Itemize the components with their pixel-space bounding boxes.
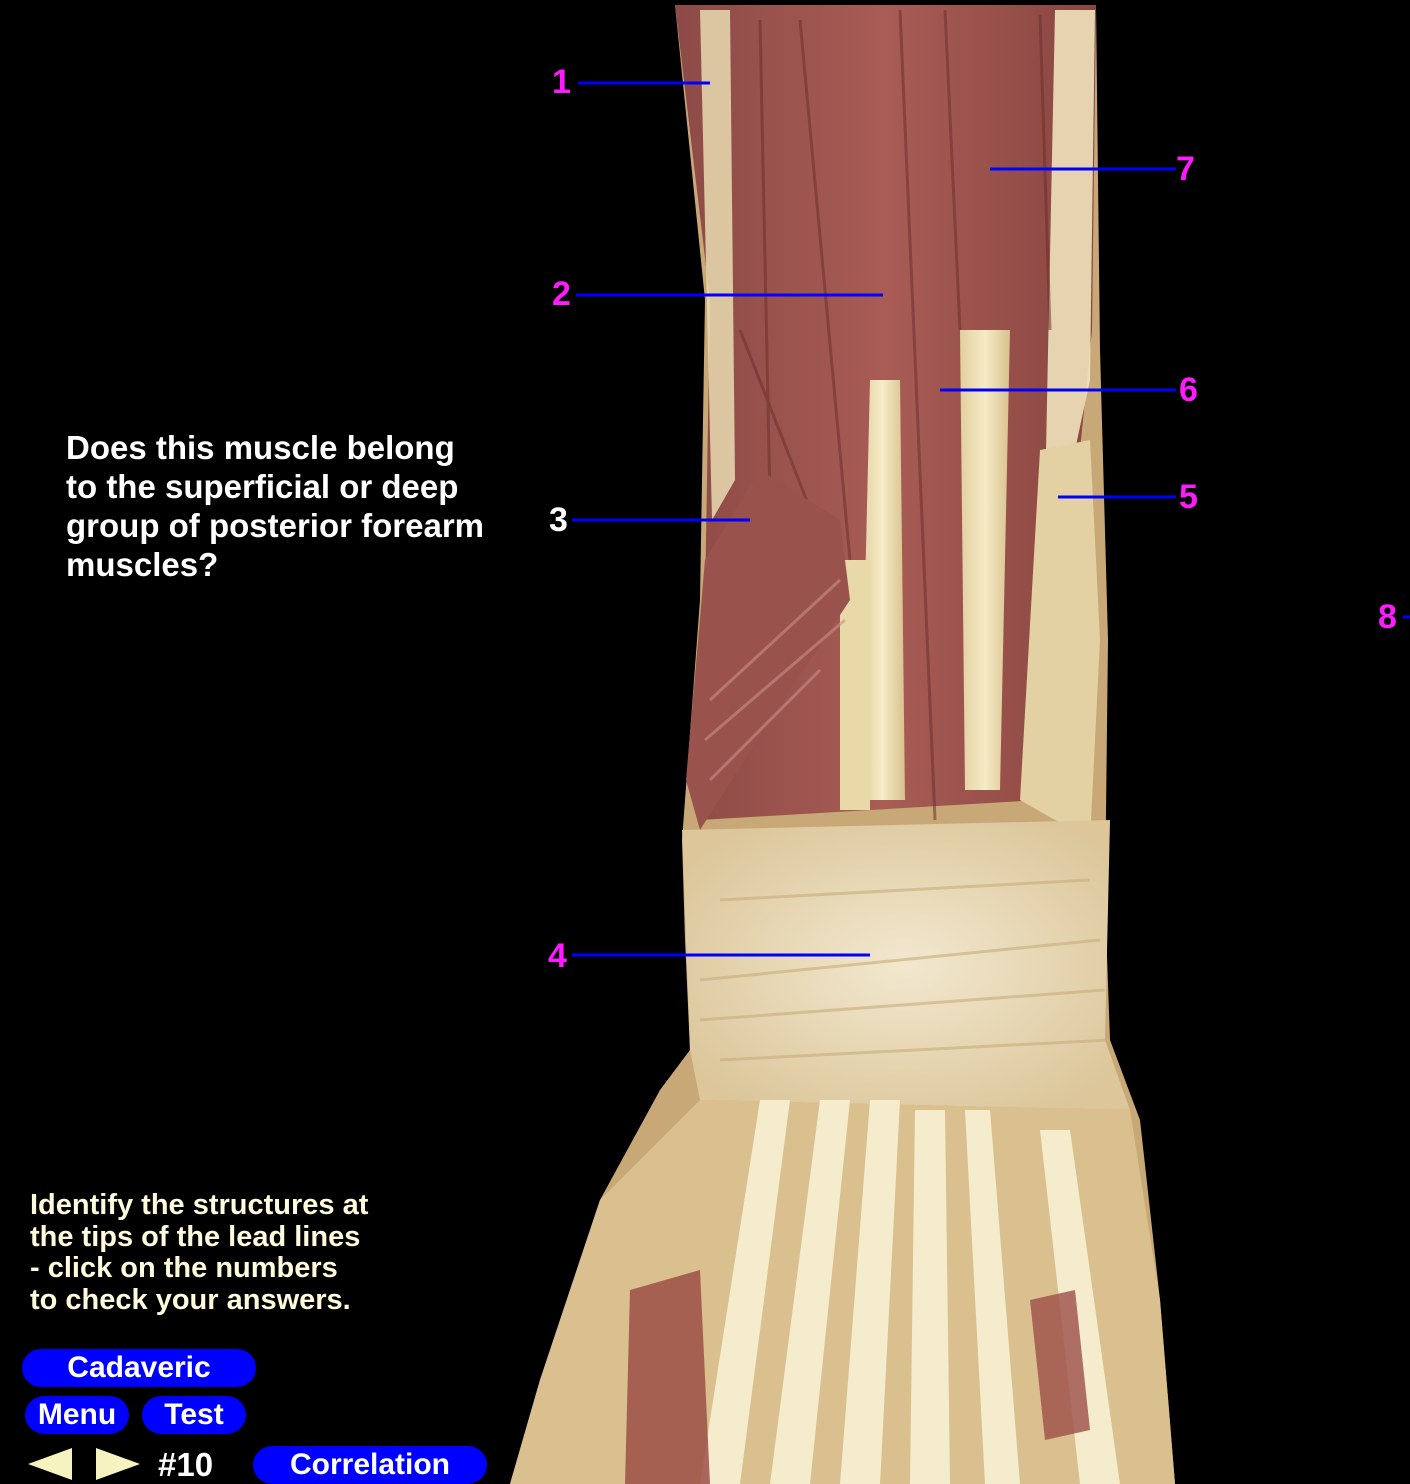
instructions-line: the tips of the lead lines	[30, 1220, 361, 1253]
label-4[interactable]: 4	[548, 937, 567, 975]
cadaveric-button[interactable]: Cadaveric	[22, 1349, 256, 1387]
label-6[interactable]: 6	[1179, 371, 1198, 409]
instructions-line: - click on the numbers	[30, 1252, 338, 1284]
label-3[interactable]: 3	[549, 501, 568, 539]
slide-counter: #10	[158, 1446, 214, 1483]
question-line: group of posterior forearm	[66, 507, 485, 544]
question-line: muscles?	[66, 546, 219, 583]
label-5[interactable]: 5	[1179, 478, 1198, 516]
label-8[interactable]: 8	[1378, 598, 1397, 636]
instructions-line: to check your answers.	[30, 1283, 351, 1316]
question-line: to the superficial or deep	[66, 468, 459, 505]
left-triangle-icon[interactable]	[26, 1446, 74, 1482]
label-1[interactable]: 1	[552, 63, 571, 101]
question-text	[66, 428, 546, 584]
right-triangle-icon[interactable]	[94, 1446, 142, 1482]
label-2[interactable]: 2	[552, 275, 571, 313]
test-button[interactable]: Test	[142, 1396, 246, 1434]
menu-button[interactable]: Menu	[25, 1396, 129, 1434]
instructions-line: Identify the structures at	[30, 1189, 369, 1221]
label-7[interactable]: 7	[1176, 150, 1195, 188]
question-line: Does this muscle belong	[66, 429, 455, 466]
correlation-button[interactable]: Correlation	[253, 1446, 487, 1484]
instructions-text	[30, 1190, 450, 1316]
